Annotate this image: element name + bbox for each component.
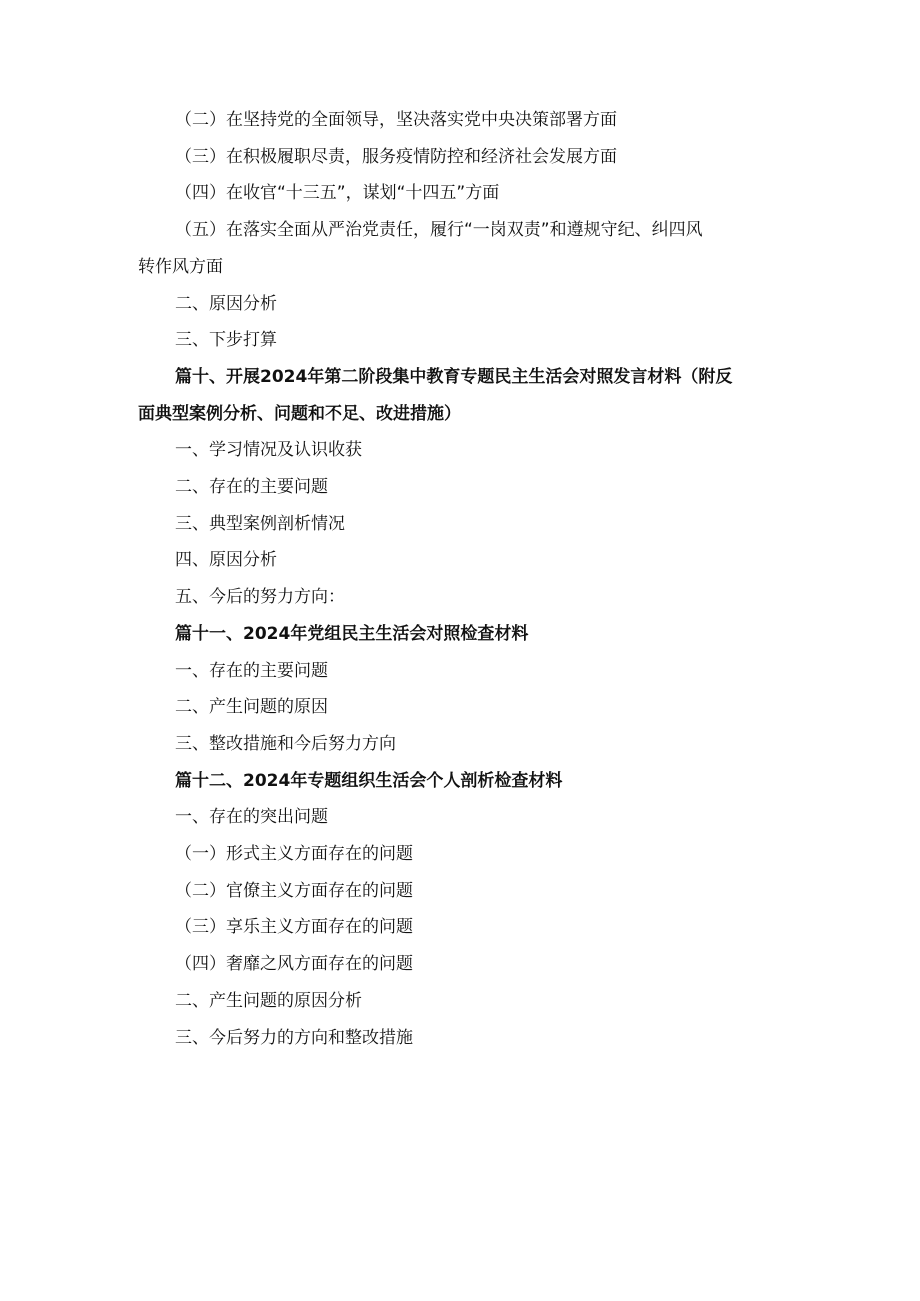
section-item: 二、产生问题的原因	[175, 697, 328, 718]
section-item: 一、存在的主要问题	[175, 660, 328, 681]
chapter-heading-10: 篇十、开展2024年第二阶段集中教育专题民主生活会对照发言材料（附反	[175, 366, 733, 387]
section-item: （二）在坚持党的全面领导，坚决落实党中央决策部署方面	[175, 110, 617, 130]
section-item: （三）享乐主义方面存在的问题	[175, 917, 413, 938]
section-item: （二）官僚主义方面存在的问题	[175, 880, 413, 901]
section-item: （四）奢靡之风方面存在的问题	[175, 954, 413, 975]
section-item: （一）形式主义方面存在的问题	[175, 844, 413, 865]
section-item: （三）在积极履职尽责，服务疫情防控和经济社会发展方面	[175, 146, 617, 167]
chapter-heading-10-continuation: 面典型案例分析、问题和不足、改进措施）	[138, 403, 461, 424]
section-item: 一、存在的突出问题	[175, 807, 328, 828]
document-body	[138, 102, 788, 1056]
section-item: 三、今后努力的方向和整改措施	[175, 1027, 413, 1048]
section-item: 五、今后的努力方向：	[175, 587, 345, 608]
section-item: （五）在落实全面从严治党责任，履行“一岗双责”和遵规守纪、纠四风	[175, 220, 703, 241]
chapter-heading-12: 篇十二、2024年专题组织生活会个人剖析检查材料	[175, 770, 563, 791]
section-item: 一、学习情况及认识收获	[175, 440, 362, 461]
section-item: 三、整改措施和今后努力方向	[175, 733, 396, 754]
section-item: 二、原因分析	[175, 293, 277, 314]
section-item: 四、原因分析	[175, 550, 277, 571]
section-item-continuation: 转作风方面	[138, 256, 223, 277]
chapter-heading-11: 篇十一、2024年党组民主生活会对照检查材料	[175, 623, 529, 644]
section-item: （四）在收官“十三五”，谋划“十四五”方面	[175, 183, 500, 204]
section-item: 三、典型案例剖析情况	[175, 513, 345, 534]
section-item: 二、产生问题的原因分析	[175, 990, 362, 1011]
section-item: 三、下步打算	[175, 330, 277, 351]
section-item: 二、存在的主要问题	[175, 477, 328, 498]
